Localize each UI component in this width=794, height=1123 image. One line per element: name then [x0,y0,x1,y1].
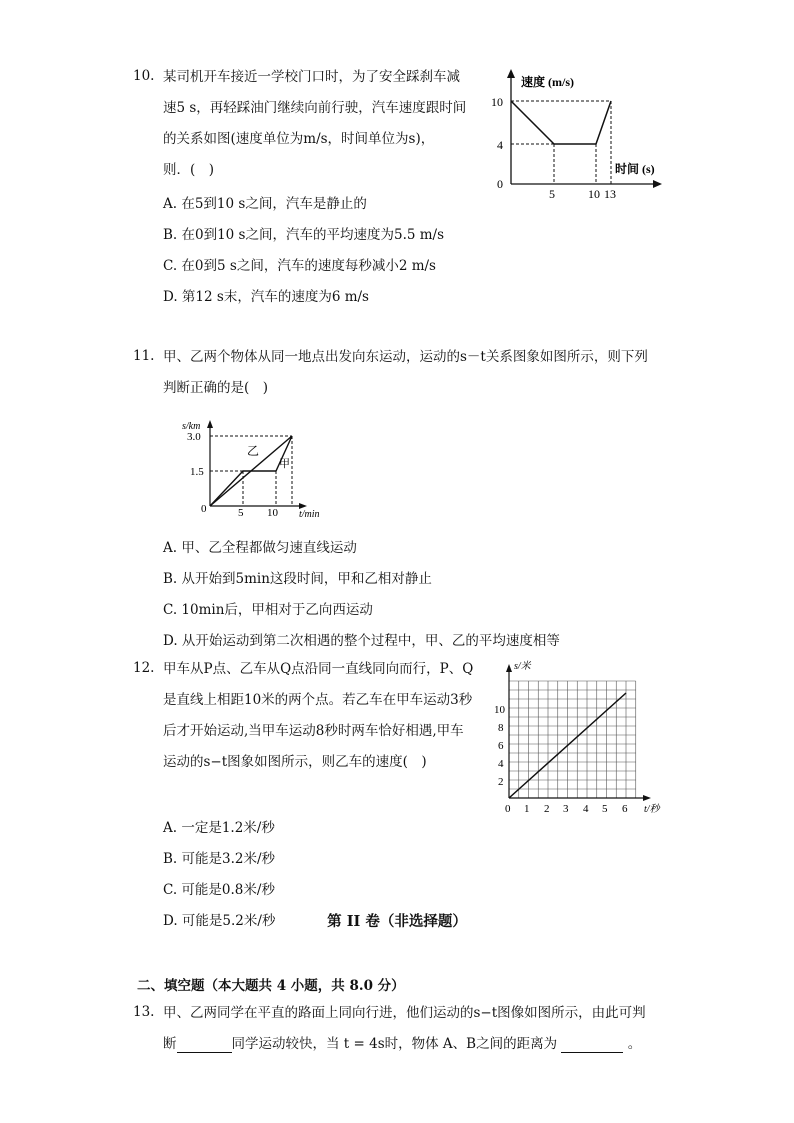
q10-velocity-line [511,101,611,144]
q11-label-jia: 甲 [279,458,290,470]
q10-xtick-5: 5 [549,187,555,201]
q12-stem-line-3: 后才开始运动,当甲车运动8秒时两车恰好相遇,甲车 [163,723,464,739]
q12-ytick-10: 10 [494,704,505,716]
q10-xtick-10: 10 [588,187,600,201]
q12-ytick-8: 8 [498,722,504,734]
q10-stem-line-4: 则．( ) [163,162,215,178]
q10-ytick-4: 4 [497,138,503,152]
q13-line-2-end: 。 [627,1036,642,1052]
q10-stem-line-1: 某司机开车接近一学校门口时，为了安全踩刹车减 [163,69,460,85]
q12-option-a: A. 一定是1.2米/秒 [163,820,275,836]
q12-xtick-2: 2 [544,803,550,815]
q13-line-2 [163,1035,641,1053]
q12-grid-graph [487,658,667,820]
q12-xtick-5: 5 [602,803,608,815]
q12-y-label: s/米 [514,661,531,672]
q10-y-label: 速度 (m/s) [521,75,574,89]
q10-velocity-graph [485,66,675,206]
q12-option-c: C. 可能是0.8米/秒 [163,882,275,898]
q10-stem-line-3: 的关系如图(速度单位为m/s，时间单位为s)， [163,131,435,147]
q11-xtick-10: 10 [267,507,278,519]
q12-xtick-6: 6 [622,803,628,815]
q10-option-d: D. 第12 s末，汽车的速度为6 m/s [163,289,369,305]
q11-option-c: C. 10min后，甲相对于乙向西运动 [163,602,373,618]
q13-line-2-middle: 同学运动较快，当 t = 4s时，物体 A、B之间的距离为 [231,1036,558,1052]
q13-line-1: 甲、乙两同学在平直的路面上同向行进，他们运动的s−t图像如图所示，由此可判 [163,1005,646,1021]
q10-x-label: 时间 (s) [615,162,655,176]
q12-option-d: D. 可能是5.2米/秒 [163,913,276,929]
q12-stem-line-1: 甲车从P点、乙车从Q点沿同一直线同向而行，P、Q [163,661,474,677]
q11-st-graph [175,417,335,522]
q12-x-arrow [643,795,651,801]
q12-x-label: t/秒 [644,804,660,815]
q12-y-arrow [506,664,512,672]
part2-title: 第 II 卷（非选择题） [327,913,467,930]
q11-ytick-3: 3.0 [187,431,201,443]
q10-x-arrow [653,180,662,188]
q11-stem-line-1: 甲、乙两个物体从同一地点出发向东运动，运动的s－t关系图象如图所示，则下列 [163,349,648,365]
q10-option-b: B. 在0到10 s之间，汽车的平均速度为5.5 m/s [163,227,445,243]
q12-number: 12. [133,660,155,676]
q10-y-arrow [507,69,515,78]
q11-option-b: B. 从开始到5min这段时间，甲和乙相对静止 [163,571,432,587]
q13-number: 13. [133,1004,155,1020]
q11-option-a: A. 甲、乙全程都做匀速直线运动 [163,540,357,556]
q10-stem-line-2: 速5 s，再轻踩油门继续向前行驶，汽车速度跟时间 [163,100,467,116]
q12-ytick-4: 4 [498,758,504,770]
section2-heading: 二、填空题（本大题共 4 小题，共 8.0 分） [137,978,405,994]
q12-stem-line-4: 运动的s−t图象如图所示，则乙车的速度( ) [163,754,427,770]
q11-stem-line-2: 判断正确的是( ) [163,380,269,396]
q10-xtick-0: 0 [497,177,503,191]
q10-option-a: A. 在5到10 s之间，汽车是静止的 [163,196,367,212]
q12-ytick-2: 2 [498,776,504,788]
q12-xtick-3: 3 [563,803,569,815]
q11-xtick-0: 0 [201,503,207,515]
q10-option-c: C. 在0到5 s之间，汽车的速度每秒减小2 m/s [163,258,436,274]
q11-option-d: D. 从开始运动到第二次相遇的整个过程中，甲、乙的平均速度相等 [163,633,560,649]
q13-line-2-start: 断 [163,1036,177,1052]
q11-xtick-5: 5 [238,507,244,519]
q12-option-b: B. 可能是3.2米/秒 [163,851,276,867]
q10-xtick-13: 13 [604,187,616,201]
q11-number: 11. [133,348,155,364]
q11-ytick-1.5: 1.5 [190,466,204,478]
q12-xtick-1: 1 [524,803,530,815]
q10-number: 10. [133,68,155,84]
q12-stem-line-2: 是直线上相距10米的两个点。若乙车在甲车运动3秒 [163,692,473,708]
q13-blank-2[interactable] [561,1038,623,1053]
q11-y-arrow [207,420,213,428]
q11-y-label: s/km [182,421,201,432]
q11-label-yi: 乙 [247,444,260,458]
q13-blank-1[interactable] [177,1038,232,1053]
q11-x-label: t/min [299,509,320,520]
q12-xtick-4: 4 [583,803,589,815]
q10-ytick-10: 10 [491,95,503,109]
q12-ytick-6: 6 [498,740,504,752]
q12-xtick-0: 0 [505,803,511,815]
